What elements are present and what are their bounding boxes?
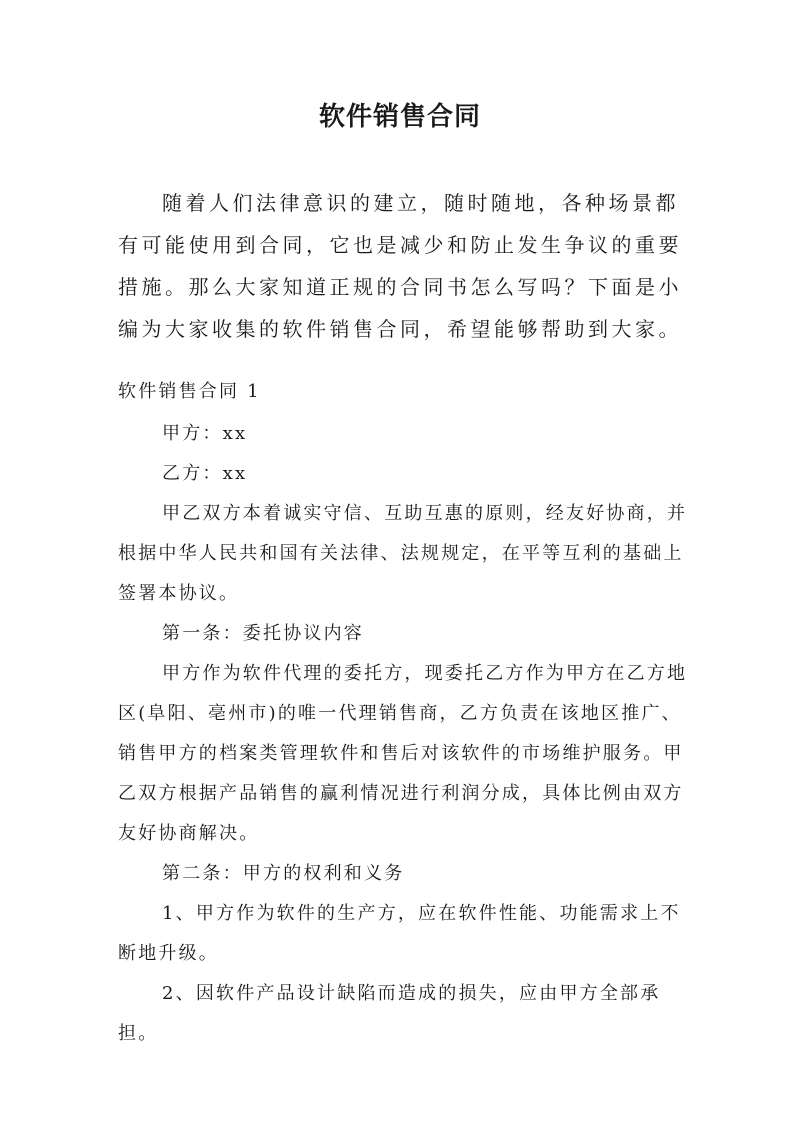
- article-one-heading: 第一条：委托协议内容: [162, 623, 364, 644]
- party-b-line: 乙方：xx: [162, 463, 248, 484]
- party-a-line: 甲方：xx: [162, 423, 248, 444]
- contract-body: [118, 372, 688, 1054]
- section-title: 软件销售合同 1: [118, 381, 261, 402]
- article-two-item-2: 2、因软件产品设计缺陷而造成的损失，应由甲方全部承担。: [118, 983, 661, 1044]
- article-two-item-1: 1、甲方作为软件的生产方，应在软件性能、功能需求上不断地升级。: [118, 903, 681, 964]
- document-title: 软件销售合同: [318, 102, 481, 132]
- intro-paragraph: 随着人们法律意识的建立，随时随地，各种场景都有可能使用到合同，它也是减少和防止发生争议的重要措施。那么大家知道正规的合同书怎么写吗？下面是小编为大家收集的软件销售合同，希望能够帮助到大家。: [118, 191, 682, 341]
- preamble-paragraph: 甲乙双方本着诚实守信、互助互惠的原则，经友好协商，并根据中华人民共和国有关法律、法规规定，在平等互利的基础上签署本协议。: [118, 503, 688, 604]
- article-two-heading: 第二条：甲方的权利和义务: [162, 863, 405, 884]
- article-one-paragraph: 甲方作为软件代理的委托方，现委托乙方作为甲方在乙方地区(阜阳、亳州市)的唯一代理销售商，乙方负责在该地区推广、销售甲方的档案类管理软件和售后对该软件的市场维护服务。甲乙双方根据产品销售的赢利情况进行利润分成，具体比例由双方友好协商解决。: [118, 663, 688, 844]
